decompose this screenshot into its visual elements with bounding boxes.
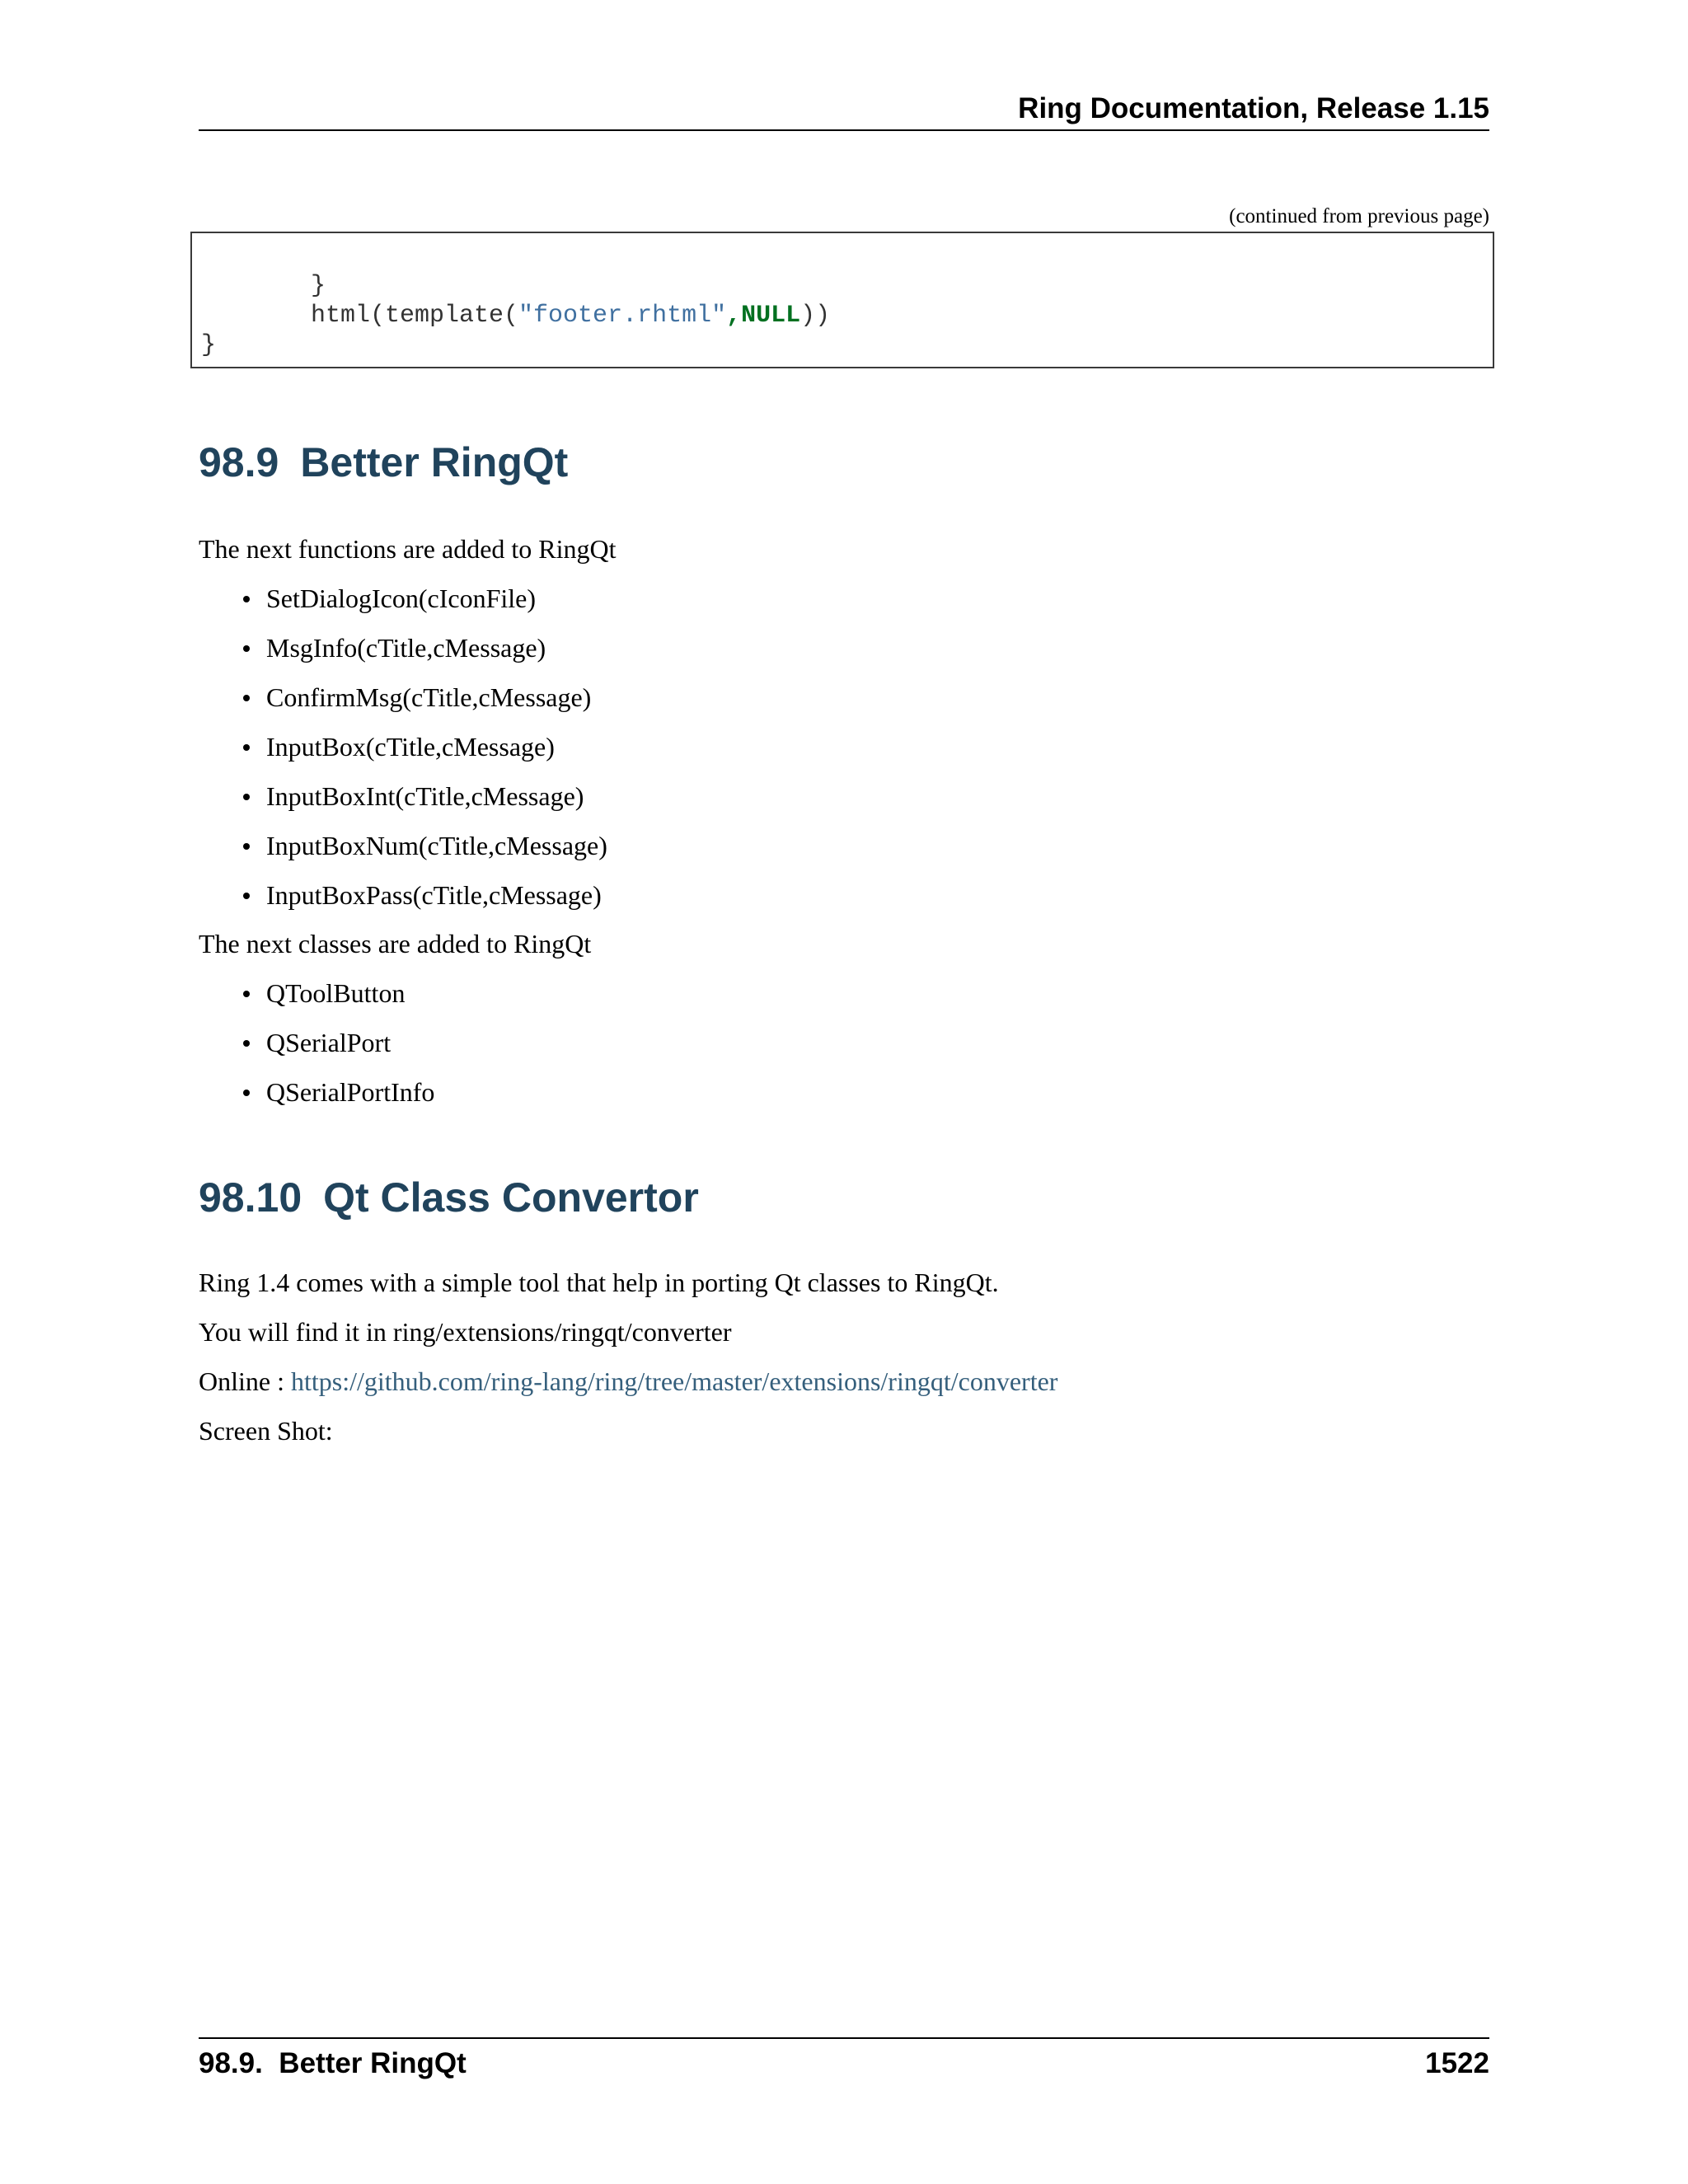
list-item bbox=[199, 1076, 434, 1125]
online-label: Online : bbox=[199, 1366, 291, 1396]
convertor-online bbox=[199, 1365, 1057, 1398]
list-item-text: ConfirmMsg(cTitle,cMessage) bbox=[266, 682, 592, 712]
list-item-text: QSerialPortInfo bbox=[266, 1077, 435, 1107]
section-title: Qt Class Convertor bbox=[323, 1174, 699, 1221]
list-item bbox=[199, 977, 434, 1026]
list-item bbox=[199, 730, 607, 780]
code-block bbox=[190, 232, 1494, 368]
code-text: )) bbox=[800, 302, 831, 330]
converter-link[interactable]: https://github.com/ring-lang/ring/tree/master/extensions/ringqt/converter bbox=[290, 1366, 1058, 1396]
convertor-intro: Ring 1.4 comes with a simple tool that help in porting Qt classes to RingQt. bbox=[199, 1268, 999, 1297]
bullet-icon bbox=[243, 843, 250, 850]
bullet-icon bbox=[243, 596, 250, 602]
list-item-text: MsgInfo(cTitle,cMessage) bbox=[266, 633, 546, 663]
list-item bbox=[199, 681, 607, 730]
code-line-closing-brace-outer: } bbox=[201, 331, 217, 359]
page-number: 1522 bbox=[1425, 2047, 1489, 2079]
bullet-icon bbox=[243, 991, 250, 997]
list-item-text: InputBoxNum(cTitle,cMessage) bbox=[266, 831, 607, 860]
code-line-closing-brace-inner: } bbox=[311, 272, 326, 300]
section-heading-qt-class-convertor bbox=[199, 1173, 699, 1222]
functions-list bbox=[199, 582, 607, 928]
classes-list bbox=[199, 977, 434, 1125]
section-number: 98.10 bbox=[199, 1174, 302, 1221]
list-item bbox=[199, 829, 607, 879]
list-item-text: InputBox(cTitle,cMessage) bbox=[266, 732, 555, 762]
list-item bbox=[199, 1026, 434, 1076]
list-item-text: QToolButton bbox=[266, 978, 406, 1008]
header-divider bbox=[199, 129, 1489, 131]
functions-intro: The next functions are added to RingQt bbox=[199, 534, 617, 564]
section-title: Better RingQt bbox=[300, 439, 569, 485]
section-number: 98.9 bbox=[199, 439, 279, 485]
running-header: Ring Documentation, Release 1.15 bbox=[1018, 92, 1489, 124]
footer-divider bbox=[199, 2037, 1489, 2039]
list-item bbox=[199, 582, 607, 631]
list-item bbox=[199, 631, 607, 681]
document-page bbox=[199, 0, 1489, 2184]
list-item-text: QSerialPort bbox=[266, 1028, 392, 1057]
code-string: "footer.rhtml" bbox=[518, 302, 727, 330]
bullet-icon bbox=[243, 744, 250, 751]
bullet-icon bbox=[243, 794, 250, 800]
screenshot-label: Screen Shot: bbox=[199, 1416, 333, 1446]
list-item bbox=[199, 879, 607, 928]
footer-section-title: 98.9. Better RingQt bbox=[199, 2047, 467, 2079]
list-item-text: InputBoxInt(cTitle,cMessage) bbox=[266, 781, 584, 811]
section-heading-better-ringqt bbox=[199, 438, 568, 487]
bullet-icon bbox=[243, 1090, 250, 1096]
convertor-location: You will find it in ring/extensions/ringqt/converter bbox=[199, 1317, 732, 1347]
continued-note: (continued from previous page) bbox=[1229, 205, 1489, 227]
bullet-icon bbox=[243, 645, 250, 652]
code-keyword: NULL bbox=[741, 302, 801, 330]
code-text: html(template( bbox=[311, 302, 519, 330]
classes-intro: The next classes are added to RingQt bbox=[199, 929, 592, 958]
bullet-icon bbox=[243, 893, 250, 899]
code-comma: , bbox=[726, 302, 742, 330]
list-item-text: SetDialogIcon(cIconFile) bbox=[266, 583, 536, 613]
bullet-icon bbox=[243, 695, 250, 701]
bullet-icon bbox=[243, 1040, 250, 1047]
list-item-text: InputBoxPass(cTitle,cMessage) bbox=[266, 880, 602, 910]
code-line-html-template bbox=[311, 301, 830, 330]
list-item bbox=[199, 780, 607, 829]
